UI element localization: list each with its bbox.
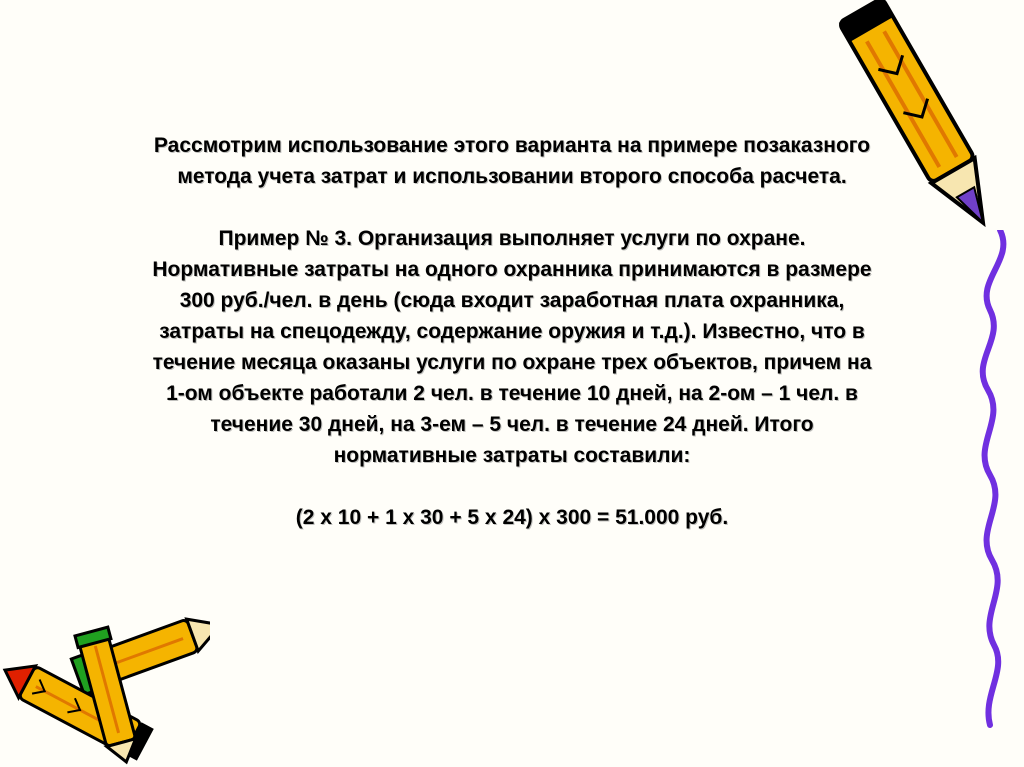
formula: (2 x 10 + 1 x 30 + 5 x 24) x 300 = 51.000 руб.	[295, 506, 729, 529]
slide-text	[62, 130, 962, 533]
crossed-pencils-icon	[0, 610, 210, 767]
example-line: Нормативные затраты на одного охранника принимаются в размере	[152, 258, 872, 281]
wavy-line-icon	[960, 230, 1020, 730]
example-line: 1-ом объекте работали 2 чел. в течение 10 дней, на 2-ом – 1 чел. в	[166, 382, 858, 405]
pencil-icon	[838, 0, 1008, 245]
example-line: 300 руб./чел. в день (сюда входит заработная плата охранника,	[179, 289, 845, 312]
intro-line: Рассмотрим использование этого варианта на примере позаказного	[153, 134, 871, 157]
example-line: Пример № 3. Организация выполняет услуги по охране.	[218, 227, 806, 250]
example-line: течение 30 дней, на 3-ем – 5 чел. в течение 24 дней. Итого	[210, 413, 814, 436]
example-line: течение месяца оказаны услуги по охране трех объектов, причем на	[152, 351, 872, 374]
intro-line: метода учета затрат и использовании второго способа расчета.	[177, 165, 847, 188]
example-line: нормативные затраты составили:	[333, 444, 691, 467]
example-line: затраты на спецодежду, содержание оружия и т.д.). Известно, что в	[159, 320, 865, 343]
